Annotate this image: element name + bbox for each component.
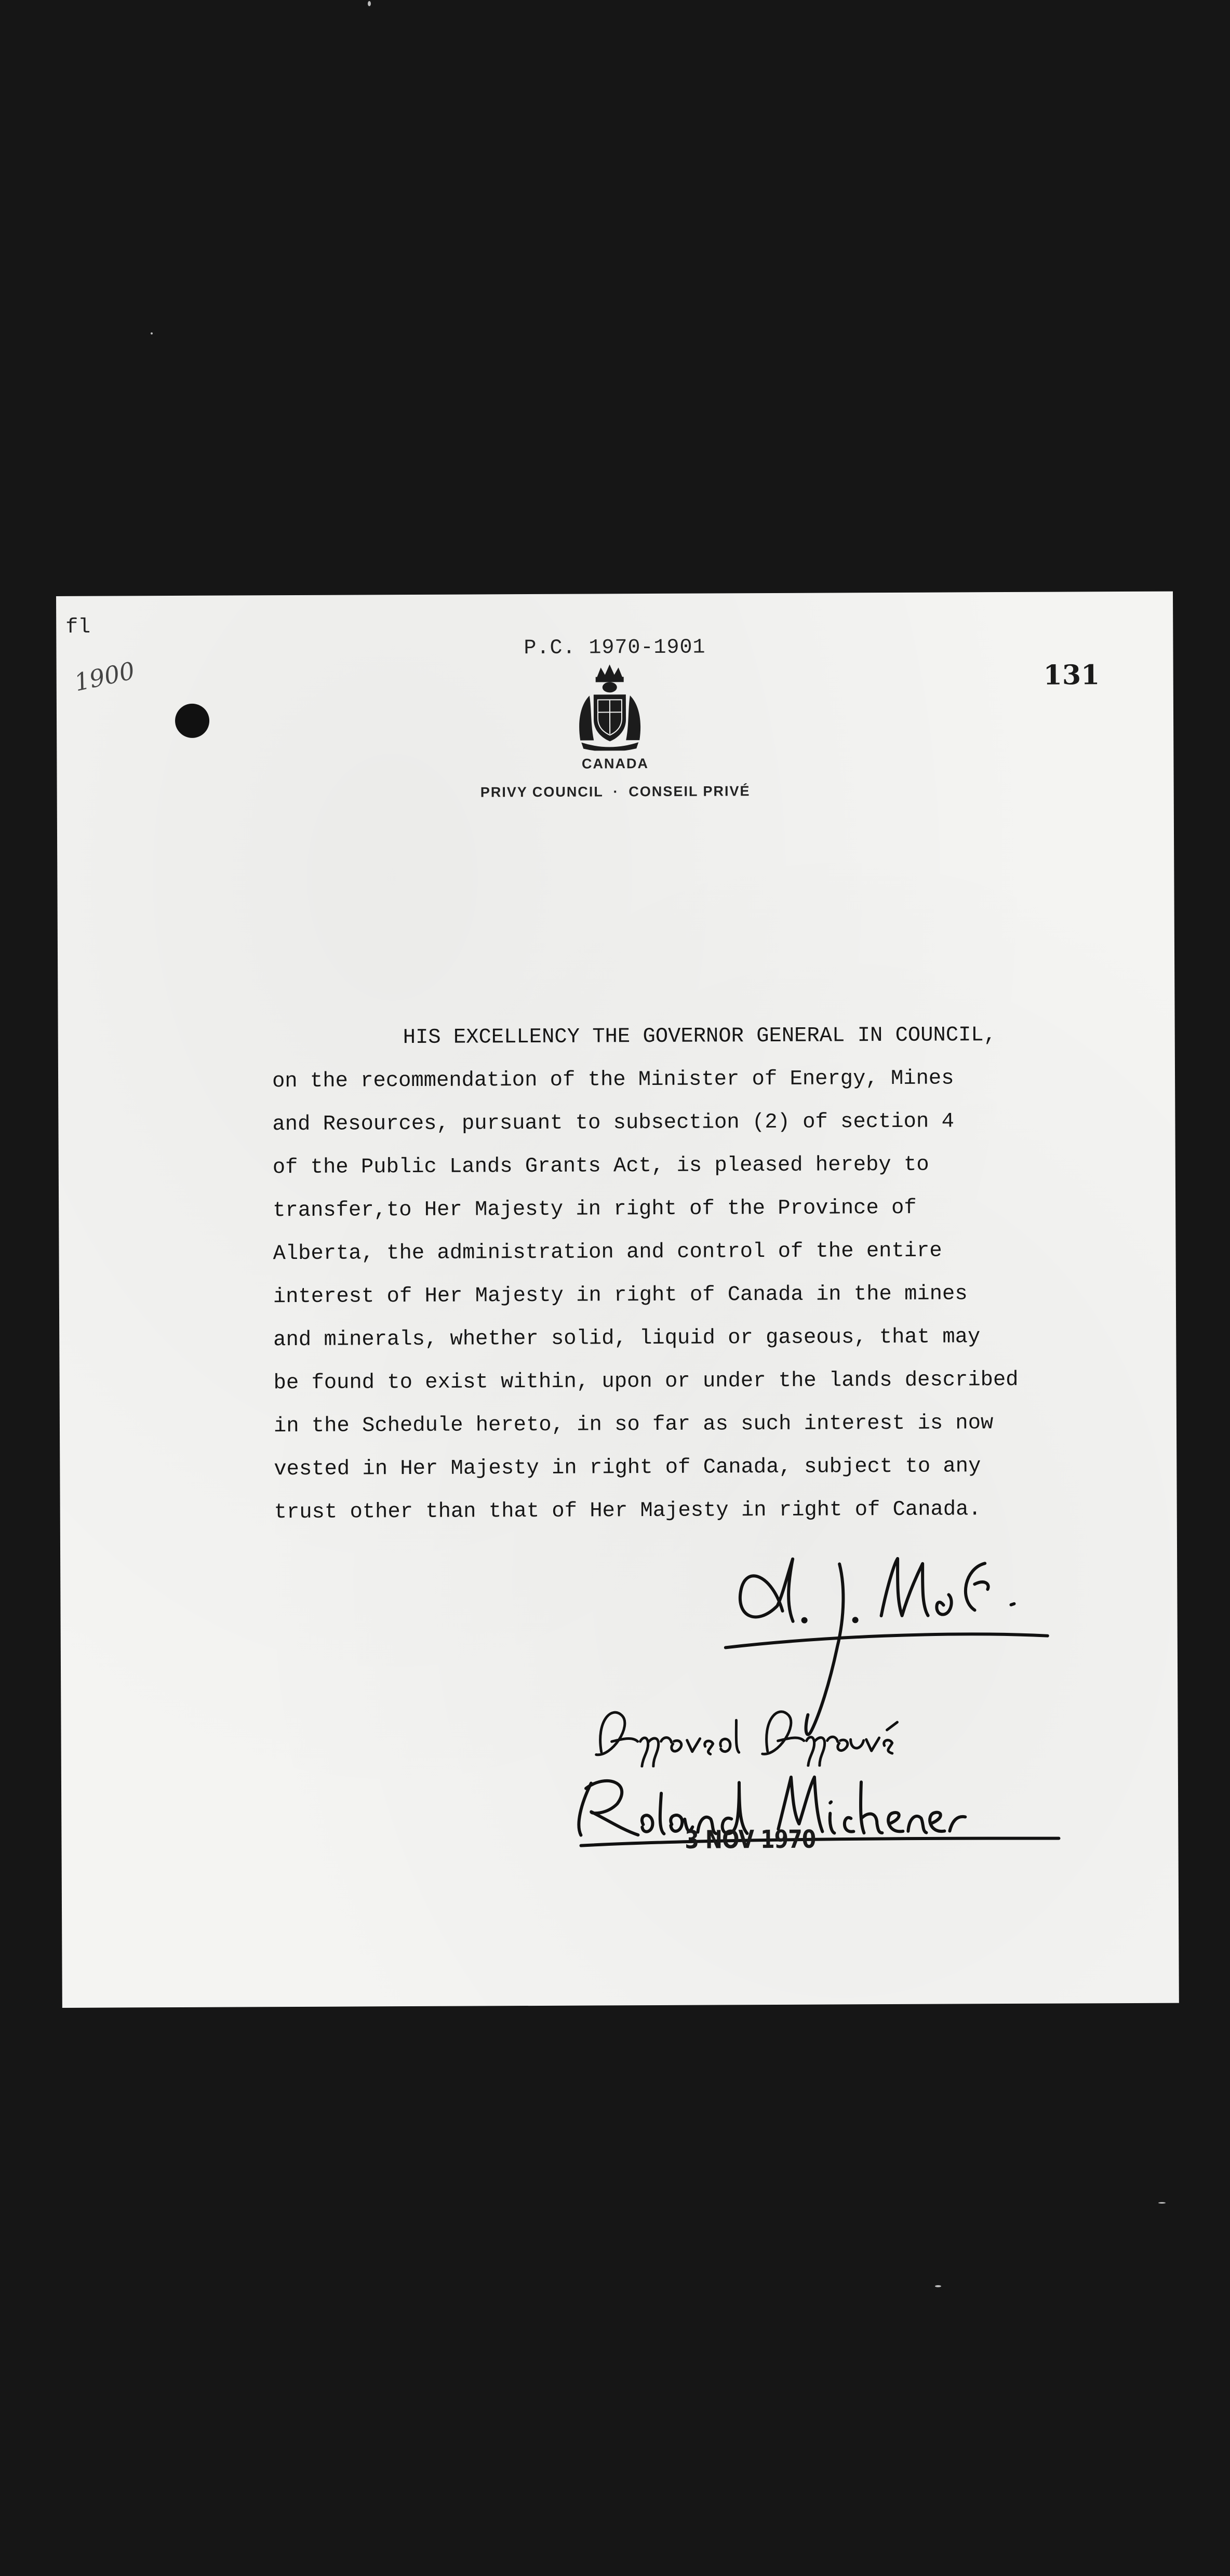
- body-line: vested in Her Majesty in right of Canada, subject to any: [274, 1454, 981, 1482]
- body-line: of the Public Lands Grants Act, is pleased hereby to: [272, 1152, 929, 1180]
- order-number: P.C. 1970-1901: [524, 636, 706, 661]
- handwritten-note: 1900: [72, 656, 138, 697]
- body-line: Alberta, the administration and control of the entire: [273, 1239, 942, 1266]
- body-line: transfer,to Her Majesty in right of the Province of: [273, 1196, 917, 1223]
- body-line: be found to exist within, upon or under the lands described: [273, 1367, 1019, 1396]
- body-line: and Resources, pursuant to subsection (2) of section 4: [272, 1109, 954, 1137]
- film-speck: [368, 1, 371, 6]
- page-number: 131: [1043, 659, 1100, 691]
- document-page: [56, 592, 1179, 2008]
- body-line: on the recommendation of the Minister of Energy, Mines: [272, 1066, 954, 1094]
- corner-mark: fl: [65, 615, 91, 639]
- body-line: interest of Her Majesty in right of Canada in the mines: [273, 1282, 968, 1309]
- film-speck: [935, 2285, 941, 2287]
- body-line: in the Schedule hereto, in so far as such interest is now: [273, 1411, 994, 1439]
- order-body: [272, 1013, 1137, 1534]
- film-speck: [151, 332, 153, 334]
- body-line: HIS EXCELLENCY THE GOVERNOR GENERAL IN COUNCIL,: [403, 1023, 997, 1050]
- body-line: trust other than that of Her Majesty in right of Canada.: [274, 1497, 981, 1525]
- punch-hole: [175, 704, 209, 738]
- approval-handwriting: [580, 1698, 1007, 1768]
- coat-of-arms-icon: [576, 662, 644, 751]
- film-speck: [1158, 2202, 1166, 2204]
- date-stamp: 3 NOV 1970: [685, 1824, 816, 1855]
- letterhead-country: CANADA: [581, 756, 649, 772]
- body-line: and minerals, whether solid, liquid or gaseous, that may: [273, 1325, 981, 1352]
- letterhead-council: PRIVY COUNCIL · CONSEIL PRIVÉ: [480, 783, 751, 800]
